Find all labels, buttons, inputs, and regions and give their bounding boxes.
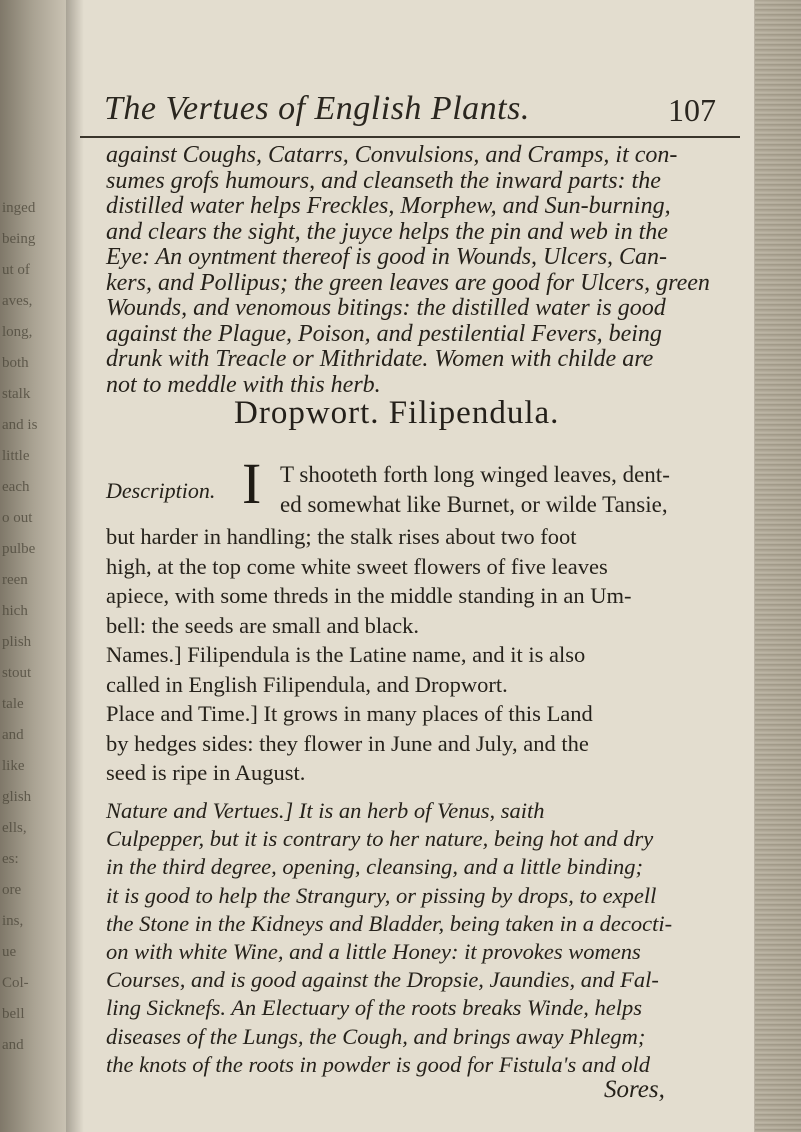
facing-page-fragment: ells,: [2, 820, 27, 836]
gutter-shadow: [66, 0, 84, 1132]
facing-page-fragment: and: [2, 1037, 24, 1053]
text-line: against the Plague, Poison, and pestilential Fevers, being: [106, 320, 662, 347]
text-line: apiece, with some threds in the middle standing in an Um-: [106, 583, 632, 608]
facing-page-fragment: pulbe: [2, 541, 36, 557]
text-line: sumes grofs humours, and cleanseth the inward parts: the: [106, 167, 661, 194]
facing-page-fragment: ore: [2, 882, 22, 898]
facing-page-fragment: es:: [2, 851, 19, 867]
text-line: against Coughs, Catarrs, Convulsions, and Cramps, it con-: [106, 142, 678, 168]
text-line: but harder in handling; the stalk rises about two foot: [106, 524, 577, 549]
text-line: kers, and Pollipus; the green leaves are good for Ulcers, green: [106, 269, 710, 296]
text-line: Courses, and is good against the Dropsie, Jaundies, and Fal-: [106, 967, 659, 993]
book-page: [66, 0, 754, 1132]
facing-page-fragment: aves,: [2, 293, 33, 309]
facing-page-fragment: ue: [2, 944, 17, 960]
facing-page-fragment: glish: [2, 789, 32, 805]
facing-page-fragment: o out: [2, 510, 33, 526]
catchword: Sores,: [604, 1076, 665, 1103]
facing-page-fragment: being: [2, 231, 36, 247]
text-line: Culpepper, but it is contrary to her nature, being hot and dry: [106, 826, 654, 852]
facing-page-fragment: both: [2, 355, 29, 371]
facing-page-fragment: plish: [2, 634, 32, 650]
facing-page-fragment: inged: [2, 200, 36, 216]
text-line: drunk with Treacle or Mithridate. Women with childe are: [106, 346, 654, 372]
text-line: Names.] Filipendula is the Latine name, and it is also: [106, 642, 586, 667]
facing-page-fragment: ins,: [2, 913, 24, 929]
text-line: called in English Filipendula, and Dropwort.: [106, 671, 508, 697]
facing-page-fragment: stout: [2, 665, 32, 681]
facing-page-fragment: Col-: [2, 975, 29, 991]
text-line: Place and Time.] It grows in many places of this Land: [106, 701, 593, 726]
text-line: Nature and Vertues.] It is an herb of Venus, saith: [106, 798, 545, 823]
facing-page-fragment: reen: [2, 572, 28, 588]
text-line: and clears the sight, the juyce helps the pin and web in the: [106, 218, 668, 245]
facing-page-fragment: hich: [2, 603, 28, 619]
text-line: by hedges sides: they flower in June and July, and the: [106, 730, 589, 756]
description-line-2: ed somewhat like Burnet, or wilde Tansie,: [280, 492, 668, 517]
facing-page-fragment: long,: [2, 324, 33, 340]
facing-page-fragment: each: [2, 479, 30, 495]
facing-page-fragment: little: [2, 448, 30, 464]
facing-page-fragment: and: [2, 727, 24, 743]
running-title: The Vertues of English Plants.: [104, 90, 530, 127]
facing-page-edge: [0, 0, 66, 1132]
text-line: the knots of the roots in powder is good for Fistula's and old: [106, 1051, 650, 1077]
facing-page-fragment: like: [2, 758, 25, 774]
drop-cap: I: [242, 451, 262, 516]
text-line: ling Sicknefs. An Electuary of the roots breaks Winde, helps: [106, 995, 642, 1021]
text-line: it is good to help the Strangury, or pissing by drops, to expell: [106, 882, 657, 908]
text-line: Wounds, and venomous bitings: the distilled water is good: [106, 295, 666, 321]
header-rule: [80, 136, 740, 138]
facing-page-fragment: stalk: [2, 386, 31, 402]
text-line: the Stone in the Kidneys and Bladder, being taken in a decocti-: [106, 910, 673, 936]
text-line: bell: the seeds are small and black.: [106, 612, 420, 638]
text-line: high, at the top come white sweet flowers of five leaves: [106, 553, 608, 579]
facing-page-fragment: bell: [2, 1006, 25, 1022]
text-line: Eye: An oyntment thereof is good in Wounds, Ulcers, Can-: [106, 244, 668, 270]
text-line: not to meddle with this herb.: [106, 371, 381, 398]
text-line: distilled water helps Freckles, Morphew, and Sun-burning,: [106, 193, 671, 219]
text-line: in the third degree, opening, cleansing, and a little binding;: [106, 854, 644, 880]
section-heading: Dropwort. Filipendula.: [234, 395, 560, 431]
facing-page-fragment: ut of: [2, 262, 30, 278]
facing-page-fragment: and is: [2, 417, 38, 433]
page-header: [96, 90, 736, 134]
page-edge-right: [755, 0, 801, 1132]
text-line: diseases of the Lungs, the Cough, and brings away Phlegm;: [106, 1023, 646, 1049]
text-line: on with white Wine, and a little Honey: it provokes womens: [106, 939, 641, 964]
description-label: Description.: [106, 478, 216, 503]
facing-page-fragment: tale: [2, 696, 24, 712]
text-line: seed is ripe in August.: [106, 760, 306, 785]
description-line-1: T shooteth forth long winged leaves, dent-: [280, 462, 670, 487]
page-number: 107: [668, 92, 716, 128]
